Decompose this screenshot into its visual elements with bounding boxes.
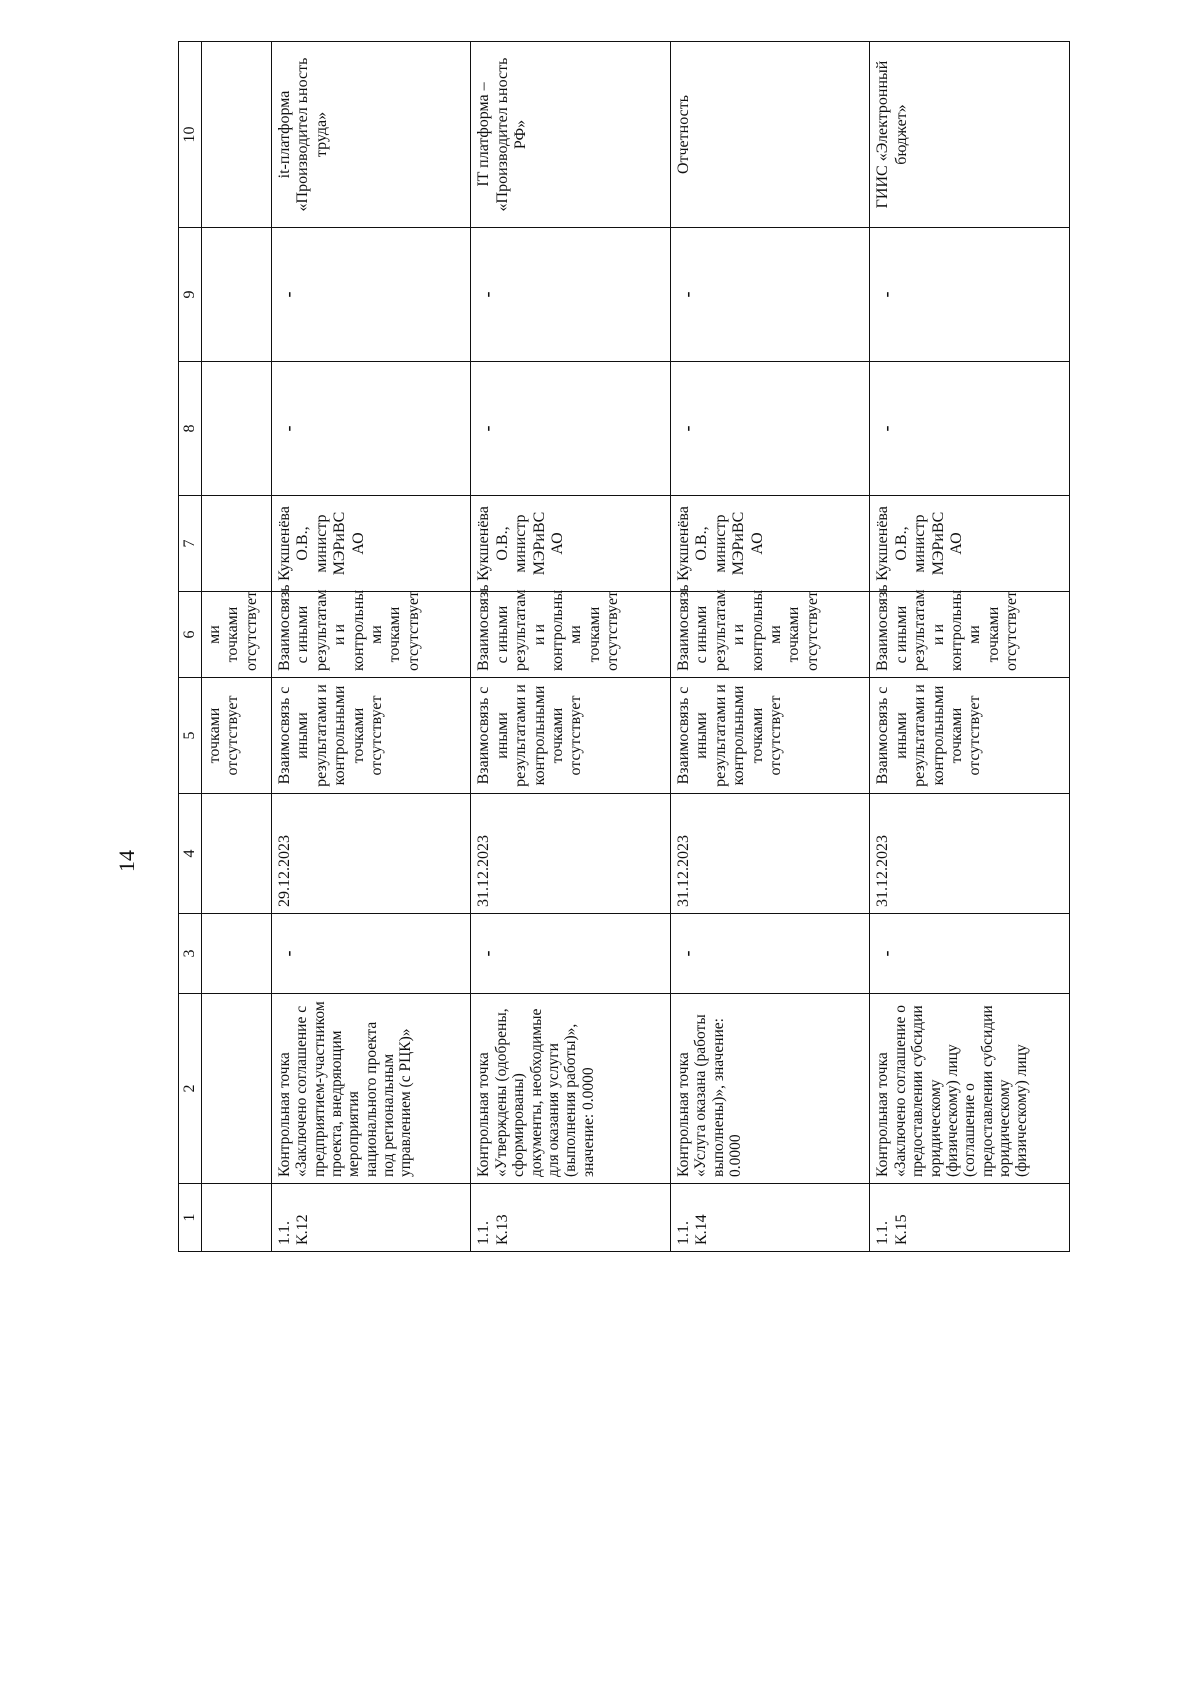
column-number: 10 [179, 42, 202, 228]
col3-cell: - [471, 914, 671, 994]
col9-cell: - [271, 228, 471, 362]
column-number: 3 [179, 914, 202, 994]
column-number: 1 [179, 1184, 202, 1252]
description-cell: Контрольная точка «Утверждены (одобрены, сформированы) документы, необходимые для оказания услуги (выполнения работы)», значение: 0.0000 [471, 994, 671, 1184]
date-cell: 31.12.2023 [471, 794, 671, 914]
system-cell: Отчетность [670, 42, 870, 228]
col6-cell: Взаимосвязь с иными результатам и и контрольны ми точками отсутствует [670, 592, 870, 678]
column-number-row [179, 42, 202, 1252]
system-cell: IT платформа – «Производител ьность РФ» [471, 42, 671, 228]
column-number: 8 [179, 362, 202, 496]
col9-cell: - [471, 228, 671, 362]
table-row [271, 42, 471, 1252]
table-cell [202, 362, 272, 496]
col8-cell: - [870, 362, 1070, 496]
col5-cell: Взаимосвязь с иными результатами и контрольными точками отсутствует [670, 678, 870, 794]
col8-cell: - [471, 362, 671, 496]
col3-cell: - [670, 914, 870, 994]
col5-cell: Взаимосвязь с иными результатами и контрольными точками отсутствует [870, 678, 1070, 794]
table-row [870, 42, 1070, 1252]
description-cell: Контрольная точка «Заключено соглашение с предприятием-участником проекта, внедряющим мероприятия национального проекта под региональным управлением (с РЦК)» [271, 994, 471, 1184]
page-number: 14 [114, 850, 139, 872]
responsible-cell: Кукшенёва О.В., министр МЭРиВС АО [271, 496, 471, 592]
table-cell [202, 42, 272, 228]
code-cell: 1.1. К.13 [471, 1184, 671, 1252]
responsible-cell: Кукшенёва О.В., министр МЭРиВС АО [670, 496, 870, 592]
col5-cell: Взаимосвязь с иными результатами и контрольными точками отсутствует [471, 678, 671, 794]
control-points-table [178, 41, 1070, 1252]
col9-cell: - [670, 228, 870, 362]
system-cell: ГИИС «Электронный бюджет» [870, 42, 1070, 228]
table-cell [202, 228, 272, 362]
table-row [471, 42, 671, 1252]
description-cell: Контрольная точка «Заключено соглашение о предоставлении субсидии юридическому (физическому) лицу (соглашение о предоставлении субсидии юридическому (физическому) лицу [870, 994, 1070, 1184]
col6-cell: Взаимосвязь с иными результатам и и контрольны ми точками отсутствует [471, 592, 671, 678]
continuation-cell-col5: точками отсутствует [202, 678, 272, 794]
table-cell [202, 914, 272, 994]
column-number: 7 [179, 496, 202, 592]
col5-cell: Взаимосвязь с иными результатами и контрольными точками отсутствует [271, 678, 471, 794]
table-cell [202, 794, 272, 914]
code-cell: 1.1. К.12 [271, 1184, 471, 1252]
date-cell: 29.12.2023 [271, 794, 471, 914]
col6-cell: Взаимосвязь с иными результатам и и контрольны ми точками отсутствует [870, 592, 1070, 678]
col6-cell: Взаимосвязь с иными результатам и и контрольны ми точками отсутствует [271, 592, 471, 678]
table-cell [202, 994, 272, 1184]
col3-cell: - [870, 914, 1070, 994]
col8-cell: - [670, 362, 870, 496]
responsible-cell: Кукшенёва О.В., министр МЭРиВС АО [870, 496, 1070, 592]
code-cell: 1.1. К.15 [870, 1184, 1070, 1252]
column-number: 9 [179, 228, 202, 362]
table-row [670, 42, 870, 1252]
table-cell [202, 496, 272, 592]
col8-cell: - [271, 362, 471, 496]
code-cell: 1.1. К.14 [670, 1184, 870, 1252]
table-cell [202, 1184, 272, 1252]
col9-cell: - [870, 228, 1070, 362]
continuation-cell-col6: ми точками отсутствует [202, 592, 272, 678]
column-number: 2 [179, 994, 202, 1184]
description-cell: Контрольная точка «Услуга оказана (работы выполнены)», значение: 0.0000 [670, 994, 870, 1184]
date-cell: 31.12.2023 [870, 794, 1070, 914]
col3-cell: - [271, 914, 471, 994]
system-cell: it-платформа «Производител ьность труда» [271, 42, 471, 228]
responsible-cell: Кукшенёва О.В., министр МЭРиВС АО [471, 496, 671, 592]
column-number: 6 [179, 592, 202, 678]
column-number: 4 [179, 794, 202, 914]
continuation-row [202, 42, 272, 1252]
control-points-table-sheet [178, 0, 1070, 1252]
column-number: 5 [179, 678, 202, 794]
date-cell: 31.12.2023 [670, 794, 870, 914]
